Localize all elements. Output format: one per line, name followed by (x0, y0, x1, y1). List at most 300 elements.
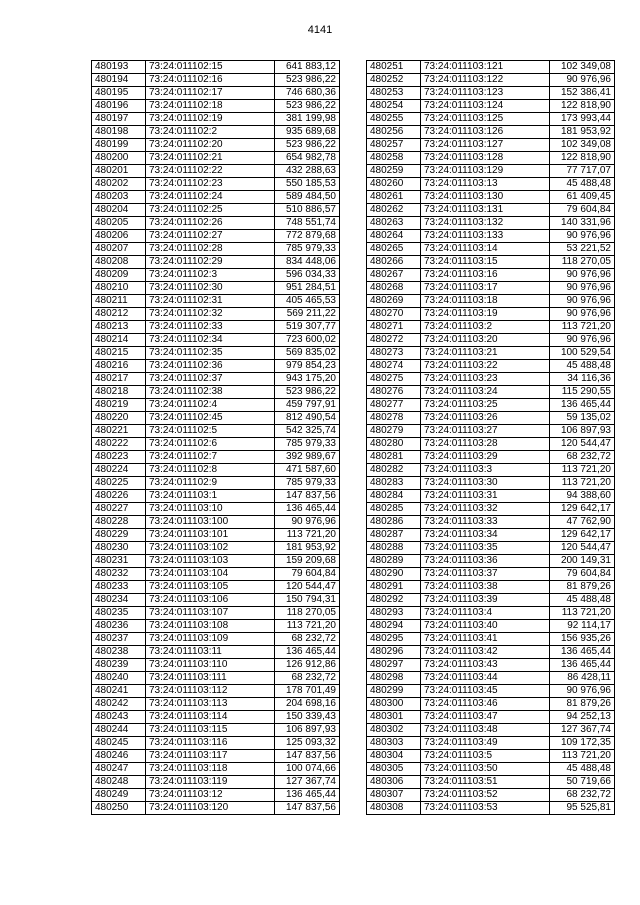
value-cell: 523 986,22 (275, 386, 340, 399)
value-cell: 90 976,96 (550, 308, 615, 321)
cadastral-number-cell: 73:24:011103:16 (421, 269, 550, 282)
value-cell: 951 284,51 (275, 282, 340, 295)
cadastral-number-cell: 73:24:011103:52 (421, 789, 550, 802)
value-cell: 68 232,72 (275, 672, 340, 685)
table-row (92, 724, 340, 737)
cadastral-number-cell: 73:24:011103:50 (421, 763, 550, 776)
cadastral-number-cell: 73:24:011102:27 (146, 230, 275, 243)
table-row (367, 490, 615, 503)
cadastral-number-cell: 73:24:011102:16 (146, 74, 275, 87)
value-cell: 150 339,43 (275, 711, 340, 724)
row-number-cell: 480247 (92, 763, 146, 776)
cadastral-number-cell: 73:24:011102:6 (146, 438, 275, 451)
row-number-cell: 480265 (367, 243, 421, 256)
value-cell: 459 797,91 (275, 399, 340, 412)
value-cell: 979 854,23 (275, 360, 340, 373)
row-number-cell: 480206 (92, 230, 146, 243)
table-row (92, 763, 340, 776)
value-cell: 748 551,74 (275, 217, 340, 230)
table-row (367, 789, 615, 802)
cadastral-number-cell: 73:24:011103:2 (421, 321, 550, 334)
value-cell: 68 232,72 (550, 789, 615, 802)
table-row (367, 529, 615, 542)
row-number-cell: 480216 (92, 360, 146, 373)
row-number-cell: 480212 (92, 308, 146, 321)
row-number-cell: 480275 (367, 373, 421, 386)
table-row (92, 243, 340, 256)
table-row (92, 412, 340, 425)
cadastral-number-cell: 73:24:011103:126 (421, 126, 550, 139)
value-cell: 127 367,74 (550, 724, 615, 737)
value-cell: 147 837,56 (275, 750, 340, 763)
value-cell: 432 288,63 (275, 165, 340, 178)
row-number-cell: 480263 (367, 217, 421, 230)
table-row (92, 282, 340, 295)
value-cell: 45 488,48 (550, 360, 615, 373)
cadastral-number-cell: 73:24:011103:102 (146, 542, 275, 555)
table-row (367, 139, 615, 152)
cadastral-number-cell: 73:24:011103:108 (146, 620, 275, 633)
row-number-cell: 480256 (367, 126, 421, 139)
table-row (367, 87, 615, 100)
row-number-cell: 480217 (92, 373, 146, 386)
value-cell: 125 093,32 (275, 737, 340, 750)
cadastral-number-cell: 73:24:011102:37 (146, 373, 275, 386)
cadastral-number-cell: 73:24:011103:131 (421, 204, 550, 217)
row-number-cell: 480293 (367, 607, 421, 620)
row-number-cell: 480260 (367, 178, 421, 191)
row-number-cell: 480286 (367, 516, 421, 529)
value-cell: 523 986,22 (275, 74, 340, 87)
row-number-cell: 480298 (367, 672, 421, 685)
row-number-cell: 480255 (367, 113, 421, 126)
table-row (92, 399, 340, 412)
row-number-cell: 480282 (367, 464, 421, 477)
cadastral-number-cell: 73:24:011102:32 (146, 308, 275, 321)
value-cell: 785 979,33 (275, 477, 340, 490)
row-number-cell: 480259 (367, 165, 421, 178)
value-cell: 156 935,26 (550, 633, 615, 646)
value-cell: 100 074,66 (275, 763, 340, 776)
row-number-cell: 480299 (367, 685, 421, 698)
row-number-cell: 480213 (92, 321, 146, 334)
row-number-cell: 480232 (92, 568, 146, 581)
cadastral-number-cell: 73:24:011103:104 (146, 568, 275, 581)
cadastral-number-cell: 73:24:011103:37 (421, 568, 550, 581)
value-cell: 118 270,05 (275, 607, 340, 620)
cadastral-number-cell: 73:24:011102:24 (146, 191, 275, 204)
row-number-cell: 480308 (367, 802, 421, 815)
table-row (92, 737, 340, 750)
value-cell: 79 604,84 (550, 568, 615, 581)
value-cell: 136 465,44 (275, 646, 340, 659)
row-number-cell: 480306 (367, 776, 421, 789)
value-cell: 92 114,17 (550, 620, 615, 633)
value-cell: 159 209,68 (275, 555, 340, 568)
table-row (367, 802, 615, 815)
table-row (92, 581, 340, 594)
cadastral-number-cell: 73:24:011103:101 (146, 529, 275, 542)
row-number-cell: 480279 (367, 425, 421, 438)
value-cell: 100 529,54 (550, 347, 615, 360)
cadastral-number-cell: 73:24:011102:17 (146, 87, 275, 100)
table-row (367, 126, 615, 139)
cadastral-number-cell: 73:24:011103:25 (421, 399, 550, 412)
row-number-cell: 480242 (92, 698, 146, 711)
value-cell: 90 976,96 (550, 74, 615, 87)
row-number-cell: 480241 (92, 685, 146, 698)
cadastral-number-cell: 73:24:011102:29 (146, 256, 275, 269)
row-number-cell: 480219 (92, 399, 146, 412)
value-cell: 178 701,49 (275, 685, 340, 698)
table-row (367, 74, 615, 87)
table-row (367, 178, 615, 191)
row-number-cell: 480195 (92, 87, 146, 100)
table-row (367, 412, 615, 425)
table-row (92, 789, 340, 802)
table-row (92, 126, 340, 139)
row-number-cell: 480300 (367, 698, 421, 711)
table-row (367, 503, 615, 516)
value-cell: 834 448,06 (275, 256, 340, 269)
table-row (367, 711, 615, 724)
row-number-cell: 480304 (367, 750, 421, 763)
table-row (92, 74, 340, 87)
cadastral-number-cell: 73:24:011103:122 (421, 74, 550, 87)
table-row (92, 633, 340, 646)
table-row (367, 646, 615, 659)
value-cell: 935 689,68 (275, 126, 340, 139)
cadastral-number-cell: 73:24:011103:19 (421, 308, 550, 321)
table-row (92, 178, 340, 191)
cadastral-number-cell: 73:24:011103:4 (421, 607, 550, 620)
row-number-cell: 480197 (92, 113, 146, 126)
row-number-cell: 480199 (92, 139, 146, 152)
row-number-cell: 480288 (367, 542, 421, 555)
value-cell: 542 325,74 (275, 425, 340, 438)
value-cell: 596 034,33 (275, 269, 340, 282)
table-row (92, 100, 340, 113)
cadastral-number-cell: 73:24:011103:120 (146, 802, 275, 815)
cadastral-number-cell: 73:24:011103:22 (421, 360, 550, 373)
value-cell: 102 349,08 (550, 139, 615, 152)
table-row (367, 295, 615, 308)
cadastral-number-cell: 73:24:011103:118 (146, 763, 275, 776)
value-cell: 118 270,05 (550, 256, 615, 269)
value-cell: 34 116,36 (550, 373, 615, 386)
value-cell: 641 883,12 (275, 61, 340, 74)
value-cell: 50 719,66 (550, 776, 615, 789)
cadastral-number-cell: 73:24:011103:5 (421, 750, 550, 763)
table-row (367, 347, 615, 360)
table-row (92, 477, 340, 490)
row-number-cell: 480254 (367, 100, 421, 113)
cadastral-number-cell: 73:24:011102:22 (146, 165, 275, 178)
cadastral-number-cell: 73:24:011103:3 (421, 464, 550, 477)
value-cell: 127 367,74 (275, 776, 340, 789)
value-cell: 122 818,90 (550, 152, 615, 165)
cadastral-number-cell: 73:24:011103:42 (421, 646, 550, 659)
value-cell: 589 484,50 (275, 191, 340, 204)
table-row (92, 672, 340, 685)
row-number-cell: 480301 (367, 711, 421, 724)
value-cell: 106 897,93 (550, 425, 615, 438)
cadastral-number-cell: 73:24:011103:32 (421, 503, 550, 516)
cadastral-number-cell: 73:24:011103:27 (421, 425, 550, 438)
table-row (367, 308, 615, 321)
value-cell: 106 897,93 (275, 724, 340, 737)
value-cell: 746 680,36 (275, 87, 340, 100)
row-number-cell: 480194 (92, 74, 146, 87)
row-number-cell: 480281 (367, 451, 421, 464)
value-cell: 723 600,02 (275, 334, 340, 347)
row-number-cell: 480270 (367, 308, 421, 321)
table-row (92, 204, 340, 217)
table-row (92, 386, 340, 399)
value-cell: 120 544,47 (275, 581, 340, 594)
cadastral-number-cell: 73:24:011103:49 (421, 737, 550, 750)
row-number-cell: 480268 (367, 282, 421, 295)
value-cell: 95 525,81 (550, 802, 615, 815)
cadastral-number-cell: 73:24:011103:51 (421, 776, 550, 789)
value-cell: 200 149,31 (550, 555, 615, 568)
row-number-cell: 480226 (92, 490, 146, 503)
table-row (367, 100, 615, 113)
table-row (367, 334, 615, 347)
row-number-cell: 480283 (367, 477, 421, 490)
row-number-cell: 480210 (92, 282, 146, 295)
row-number-cell: 480307 (367, 789, 421, 802)
cadastral-number-cell: 73:24:011103:10 (146, 503, 275, 516)
cadastral-number-cell: 73:24:011103:128 (421, 152, 550, 165)
table-row (92, 295, 340, 308)
cadastral-number-cell: 73:24:011103:48 (421, 724, 550, 737)
row-number-cell: 480248 (92, 776, 146, 789)
cadastral-number-cell: 73:24:011103:105 (146, 581, 275, 594)
cadastral-number-cell: 73:24:011103:31 (421, 490, 550, 503)
value-cell: 152 386,41 (550, 87, 615, 100)
value-cell: 136 465,44 (550, 659, 615, 672)
table-row (92, 802, 340, 815)
value-cell: 90 976,96 (550, 295, 615, 308)
row-number-cell: 480234 (92, 594, 146, 607)
cadastral-number-cell: 73:24:011103:114 (146, 711, 275, 724)
cadastral-number-cell: 73:24:011103:46 (421, 698, 550, 711)
value-cell: 120 544,47 (550, 438, 615, 451)
cadastral-number-cell: 73:24:011103:125 (421, 113, 550, 126)
table-row (92, 230, 340, 243)
table-row (367, 360, 615, 373)
cadastral-number-cell: 73:24:011102:5 (146, 425, 275, 438)
cadastral-number-cell: 73:24:011103:106 (146, 594, 275, 607)
table-row (367, 373, 615, 386)
value-cell: 126 912,86 (275, 659, 340, 672)
table-row (367, 191, 615, 204)
row-number-cell: 480249 (92, 789, 146, 802)
row-number-cell: 480261 (367, 191, 421, 204)
value-cell: 120 544,47 (550, 542, 615, 555)
row-number-cell: 480230 (92, 542, 146, 555)
value-cell: 122 818,90 (550, 100, 615, 113)
value-cell: 113 721,20 (550, 607, 615, 620)
row-number-cell: 480290 (367, 568, 421, 581)
table-row (367, 594, 615, 607)
table-row (367, 659, 615, 672)
table-row (92, 87, 340, 100)
value-cell: 785 979,33 (275, 243, 340, 256)
row-number-cell: 480274 (367, 360, 421, 373)
value-cell: 90 976,96 (550, 685, 615, 698)
cadastral-number-cell: 73:24:011103:39 (421, 594, 550, 607)
table-row (367, 750, 615, 763)
row-number-cell: 480225 (92, 477, 146, 490)
row-number-cell: 480238 (92, 646, 146, 659)
cadastral-number-cell: 73:24:011103:29 (421, 451, 550, 464)
cadastral-number-cell: 73:24:011103:127 (421, 139, 550, 152)
table-row (367, 165, 615, 178)
cadastral-number-cell: 73:24:011103:23 (421, 373, 550, 386)
row-number-cell: 480305 (367, 763, 421, 776)
cadastral-number-cell: 73:24:011103:24 (421, 386, 550, 399)
cadastral-number-cell: 73:24:011103:43 (421, 659, 550, 672)
value-cell: 90 976,96 (550, 334, 615, 347)
table-row (367, 685, 615, 698)
cadastral-number-cell: 73:24:011102:38 (146, 386, 275, 399)
cadastral-number-cell: 73:24:011102:25 (146, 204, 275, 217)
value-cell: 147 837,56 (275, 490, 340, 503)
cadastral-number-cell: 73:24:011103:44 (421, 672, 550, 685)
value-cell: 523 986,22 (275, 139, 340, 152)
table-row (367, 256, 615, 269)
table-row (367, 425, 615, 438)
cadastral-number-cell: 73:24:011103:14 (421, 243, 550, 256)
cadastral-number-cell: 73:24:011103:15 (421, 256, 550, 269)
value-cell: 654 982,78 (275, 152, 340, 165)
table-row (367, 633, 615, 646)
row-number-cell: 480202 (92, 178, 146, 191)
value-cell: 113 721,20 (275, 620, 340, 633)
table-row (92, 191, 340, 204)
cadastral-number-cell: 73:24:011103:121 (421, 61, 550, 74)
table-row (367, 282, 615, 295)
table-row (92, 464, 340, 477)
row-number-cell: 480251 (367, 61, 421, 74)
table-row (367, 386, 615, 399)
table-row (92, 516, 340, 529)
table-row (367, 516, 615, 529)
row-number-cell: 480215 (92, 347, 146, 360)
row-number-cell: 480209 (92, 269, 146, 282)
value-cell: 140 331,96 (550, 217, 615, 230)
value-cell: 150 794,31 (275, 594, 340, 607)
row-number-cell: 480276 (367, 386, 421, 399)
cadastral-number-cell: 73:24:011103:119 (146, 776, 275, 789)
table-row (367, 217, 615, 230)
cadastral-number-cell: 73:24:011103:112 (146, 685, 275, 698)
value-cell: 113 721,20 (275, 529, 340, 542)
row-number-cell: 480253 (367, 87, 421, 100)
value-cell: 812 490,54 (275, 412, 340, 425)
table-row (367, 477, 615, 490)
table-row (92, 360, 340, 373)
value-cell: 113 721,20 (550, 750, 615, 763)
row-number-cell: 480196 (92, 100, 146, 113)
table-row (92, 217, 340, 230)
cadastral-number-cell: 73:24:011102:35 (146, 347, 275, 360)
value-cell: 102 349,08 (550, 61, 615, 74)
cadastral-number-cell: 73:24:011103:47 (421, 711, 550, 724)
cadastral-number-cell: 73:24:011103:100 (146, 516, 275, 529)
row-number-cell: 480277 (367, 399, 421, 412)
table-row (92, 620, 340, 633)
register-table-right (366, 60, 615, 815)
table-row (92, 568, 340, 581)
table-row (367, 568, 615, 581)
row-number-cell: 480280 (367, 438, 421, 451)
cadastral-number-cell: 73:24:011102:34 (146, 334, 275, 347)
row-number-cell: 480287 (367, 529, 421, 542)
table-row (367, 763, 615, 776)
table-row (367, 620, 615, 633)
table-row (367, 438, 615, 451)
cadastral-number-cell: 73:24:011103:18 (421, 295, 550, 308)
table-row (367, 581, 615, 594)
value-cell: 136 465,44 (550, 646, 615, 659)
cadastral-number-cell: 73:24:011103:124 (421, 100, 550, 113)
value-cell: 68 232,72 (550, 451, 615, 464)
cadastral-number-cell: 73:24:011103:129 (421, 165, 550, 178)
table-row (92, 451, 340, 464)
value-cell: 113 721,20 (550, 321, 615, 334)
table-row (367, 230, 615, 243)
value-cell: 785 979,33 (275, 438, 340, 451)
row-number-cell: 480233 (92, 581, 146, 594)
row-number-cell: 480267 (367, 269, 421, 282)
value-cell: 204 698,16 (275, 698, 340, 711)
table-row (367, 321, 615, 334)
table-row (367, 776, 615, 789)
table-row (367, 737, 615, 750)
value-cell: 113 721,20 (550, 477, 615, 490)
row-number-cell: 480296 (367, 646, 421, 659)
value-cell: 510 886,57 (275, 204, 340, 217)
row-number-cell: 480244 (92, 724, 146, 737)
row-number-cell: 480228 (92, 516, 146, 529)
value-cell: 569 211,22 (275, 308, 340, 321)
row-number-cell: 480203 (92, 191, 146, 204)
row-number-cell: 480204 (92, 204, 146, 217)
row-number-cell: 480257 (367, 139, 421, 152)
table-row (367, 555, 615, 568)
table-row (92, 594, 340, 607)
row-number-cell: 480218 (92, 386, 146, 399)
row-number-cell: 480236 (92, 620, 146, 633)
cadastral-number-cell: 73:24:011102:2 (146, 126, 275, 139)
table-row (92, 113, 340, 126)
cadastral-number-cell: 73:24:011103:115 (146, 724, 275, 737)
value-cell: 90 976,96 (550, 269, 615, 282)
value-cell: 79 604,84 (550, 204, 615, 217)
cadastral-number-cell: 73:24:011102:21 (146, 152, 275, 165)
row-number-cell: 480235 (92, 607, 146, 620)
cadastral-number-cell: 73:24:011103:53 (421, 802, 550, 815)
row-number-cell: 480198 (92, 126, 146, 139)
cadastral-number-cell: 73:24:011103:113 (146, 698, 275, 711)
cadastral-number-cell: 73:24:011103:133 (421, 230, 550, 243)
row-number-cell: 480291 (367, 581, 421, 594)
table-row (92, 750, 340, 763)
cadastral-number-cell: 73:24:011102:36 (146, 360, 275, 373)
